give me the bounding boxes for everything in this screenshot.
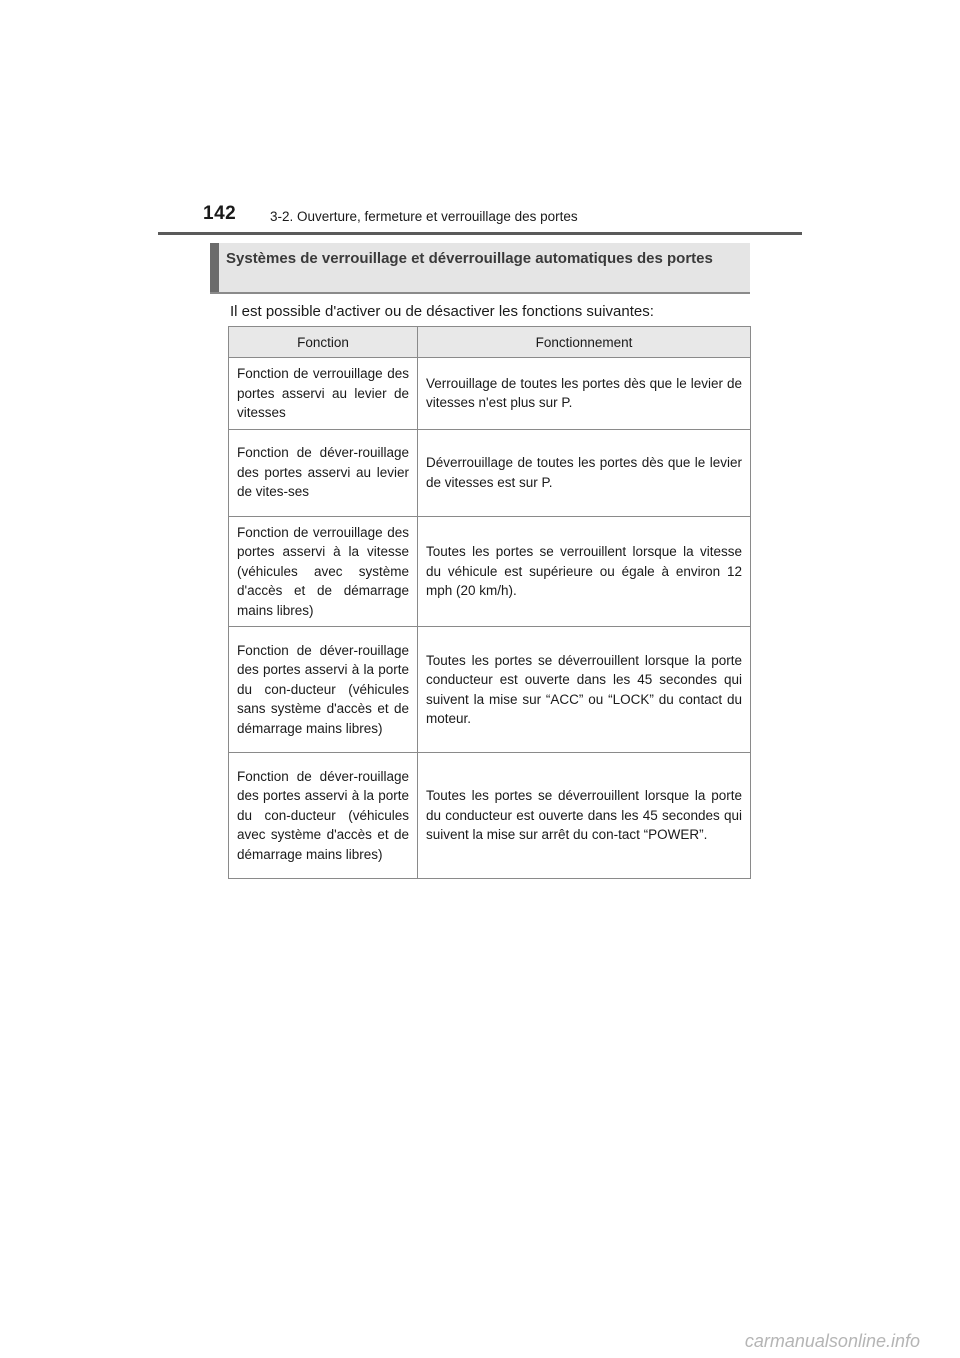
function-cell: Fonction de déver-rouillage des portes asservi au levier de vites-ses <box>229 429 418 516</box>
page-number: 142 <box>203 203 237 224</box>
function-cell: Fonction de verrouillage des portes asservi à la vitesse (véhicules avec système d'accès et de démarrage mains libres) <box>229 516 418 627</box>
function-cell: Fonction de déver-rouillage des portes asservi à la porte du con-ducteur (véhicules sans système d'accès et de démarrage mains libres) <box>229 627 418 753</box>
header-divider <box>158 232 802 235</box>
section-heading <box>210 243 750 294</box>
table-row <box>229 358 751 430</box>
operation-cell: Toutes les portes se déverrouillent lorsque la porte conducteur est ouverte dans les 45 secondes qui suivent la mise sur “ACC” ou “LOCK” du contact du moteur. <box>418 627 751 753</box>
chapter-title: 3-2. Ouverture, fermeture et verrouillage des portes <box>270 209 578 224</box>
page-header <box>0 0 960 240</box>
functions-table <box>228 326 751 879</box>
function-cell: Fonction de verrouillage des portes asservi au levier de vitesses <box>229 358 418 430</box>
operation-cell: Toutes les portes se verrouillent lorsque la vitesse du véhicule est supérieure ou égale à environ 12 mph (20 km/h). <box>418 516 751 627</box>
function-cell: Fonction de déver-rouillage des portes asservi à la porte du con-ducteur (véhicules avec système d'accès et de démarrage mains libres) <box>229 753 418 879</box>
operation-cell: Verrouillage de toutes les portes dès que le levier de vitesses n'est plus sur P. <box>418 358 751 430</box>
operation-cell: Toutes les portes se déverrouillent lorsque la porte du conducteur est ouverte dans les 45 secondes qui suivent la mise sur arrêt du con-tact “POWER”. <box>418 753 751 879</box>
table-row <box>229 516 751 627</box>
column-header-function: Fonction <box>229 327 418 358</box>
table-header-row <box>229 327 751 358</box>
heading-accent-bar <box>210 243 219 292</box>
section-heading-text: Systèmes de verrouillage et déverrouillage automatiques des portes <box>226 250 713 267</box>
operation-cell: Déverrouillage de toutes les portes dès que le levier de vitesses est sur P. <box>418 429 751 516</box>
table-row <box>229 627 751 753</box>
column-header-operation: Fonctionnement <box>418 327 751 358</box>
table-row <box>229 429 751 516</box>
site-watermark: carmanualsonline.info <box>744 1331 920 1351</box>
table-row <box>229 753 751 879</box>
intro-text: Il est possible d'activer ou de désactiver les fonctions suivantes: <box>230 303 654 320</box>
